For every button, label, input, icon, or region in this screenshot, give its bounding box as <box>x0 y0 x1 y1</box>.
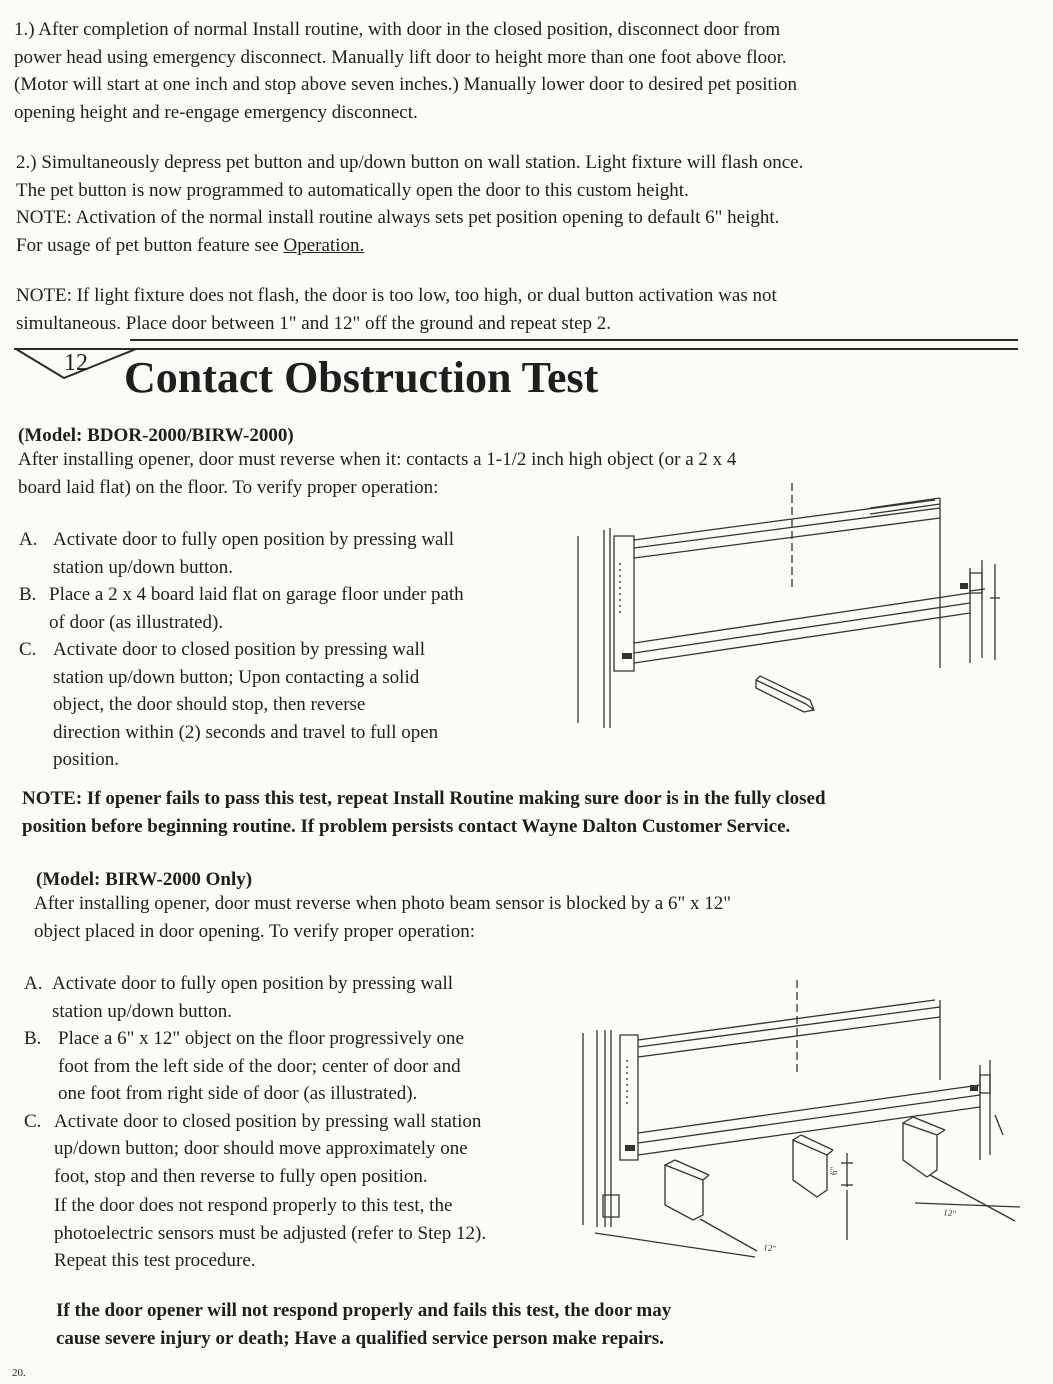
step-letter: C. <box>19 639 37 660</box>
step-line: foot from the left side of the door; center of door and <box>58 1055 461 1077</box>
step-line: station up/down button. <box>53 556 233 578</box>
step-letter: B. <box>19 584 37 605</box>
test1-step-b <box>19 581 564 636</box>
step-line: Activate door to fully open position by pressing wall <box>53 529 455 550</box>
step-line: Activate door to closed position by pressing wall <box>53 639 426 660</box>
step-line: object, the door should stop, then reverse <box>53 694 366 715</box>
test2-intro <box>34 890 731 945</box>
step1-line: (Motor will start at one inch and stop above seven inches.) Manually lower door to desired pet position <box>14 74 798 95</box>
operation-link[interactable]: Operation. <box>283 234 365 256</box>
step-letter: A. <box>19 529 38 550</box>
step1-line: 1.) After completion of normal Install routine, with door in the closed position, disconnect door from <box>14 19 781 40</box>
step1-paragraph <box>14 16 797 126</box>
step2-paragraph <box>16 149 803 259</box>
test1-note-line: NOTE: If opener fails to pass this test, repeat Install Routine making sure door is in the fully closed <box>22 788 826 809</box>
test1-intro-line: board laid flat) on the floor. To verify proper operation: <box>18 476 439 498</box>
step-line: Activate door to fully open position by pressing wall <box>52 973 454 994</box>
step-letter: A. <box>24 973 43 994</box>
test2-step-c <box>24 1108 579 1191</box>
test1-step-a <box>19 526 564 581</box>
step-number: 12 <box>64 350 88 376</box>
page-number: 20. <box>12 1367 26 1379</box>
test2-followup-line: Repeat this test procedure. <box>54 1250 256 1271</box>
door-board-illustration <box>570 478 1015 738</box>
test1-note <box>22 785 826 840</box>
step1-line: opening height and re-engage emergency disconnect. <box>14 101 418 123</box>
dim-label-right: 12" <box>942 1207 957 1219</box>
step-letter: C. <box>24 1110 42 1132</box>
step-line: one foot from right side of door (as illustrated). <box>58 1083 418 1104</box>
step-line: Activate door to closed position by pressing wall station <box>54 1110 482 1132</box>
test1-intro-line: After installing opener, door must reverse when it: contacts a 1-1/2 inch high object (or a 2 x 4 <box>18 449 737 470</box>
step2-line: NOTE: Activation of the normal install routine always sets pet position opening to default 6" height. <box>16 207 780 228</box>
test2-model: (Model: BIRW-2000 Only) <box>36 869 253 890</box>
test2-followup-line: photoelectric sensors must be adjusted (refer to Step 12). <box>54 1222 487 1244</box>
step2-line: The pet button is now programmed to automatically open the door to this custom height. <box>16 179 689 201</box>
step-line: foot, stop and then reverse to fully open position. <box>54 1165 428 1187</box>
safety-warning-line: cause severe injury or death; Have a qualified service person make repairs. <box>56 1327 664 1349</box>
step-line: up/down button; door should move approximately one <box>54 1138 468 1159</box>
step-line: station up/down button; Upon contacting a solid <box>53 666 420 688</box>
step-line: Place a 2 x 4 board laid flat on garage floor under path <box>49 584 464 605</box>
dim-label-center: 6" <box>829 1166 839 1175</box>
section-title: Contact Obstruction Test <box>124 353 599 402</box>
step2-line-last <box>16 232 803 260</box>
step2-line: 2.) Simultaneously depress pet button and up/down button on wall station. Light fixture will flash once. <box>16 152 804 173</box>
intro-note <box>16 282 777 337</box>
test2-followup-line: If the door does not respond properly to this test, the <box>54 1195 453 1216</box>
safety-warning-line: If the door opener will not respond properly and fails this test, the door may <box>56 1300 672 1321</box>
test2-step-a <box>24 970 579 1025</box>
test1-model: (Model: BDOR-2000/BIRW-2000) <box>18 425 294 446</box>
intro-note-line: simultaneous. Place door between 1" and 12" off the ground and repeat step 2. <box>16 312 612 334</box>
step-line: direction within (2) seconds and travel to full open <box>53 721 439 743</box>
step1-line: power head using emergency disconnect. Manually lift door to height more than one foot above floor. <box>14 46 787 68</box>
test2-followup <box>54 1192 486 1275</box>
step-line: of door (as illustrated). <box>49 611 224 633</box>
intro-note-line: NOTE: If light fixture does not flash, the door is too low, too high, or dual button activation was not <box>16 285 777 306</box>
step-line: station up/down button. <box>52 1000 232 1022</box>
test2-step-b <box>24 1025 579 1108</box>
test2-intro-line: object placed in door opening. To verify proper operation: <box>34 920 475 942</box>
test1-step-c <box>19 636 564 774</box>
step-line: position. <box>53 749 119 770</box>
test2-intro-line: After installing opener, door must reverse when photo beam sensor is blocked by a 6" x 12" <box>34 893 732 914</box>
step-line: Place a 6" x 12" object on the floor progressively one <box>58 1028 464 1049</box>
test2-steps <box>24 970 579 1190</box>
safety-warning <box>56 1297 671 1352</box>
door-photobeam-illustration <box>575 975 1025 1275</box>
test1-steps <box>19 526 564 774</box>
step-letter: B. <box>24 1028 42 1049</box>
dim-label-left: 12" <box>762 1242 777 1254</box>
heading-rule-top <box>130 339 1018 341</box>
test1-note-line: position before beginning routine. If problem persists contact Wayne Dalton Customer Service. <box>22 815 791 837</box>
step2-link-prefix: For usage of pet button feature see <box>16 234 284 256</box>
